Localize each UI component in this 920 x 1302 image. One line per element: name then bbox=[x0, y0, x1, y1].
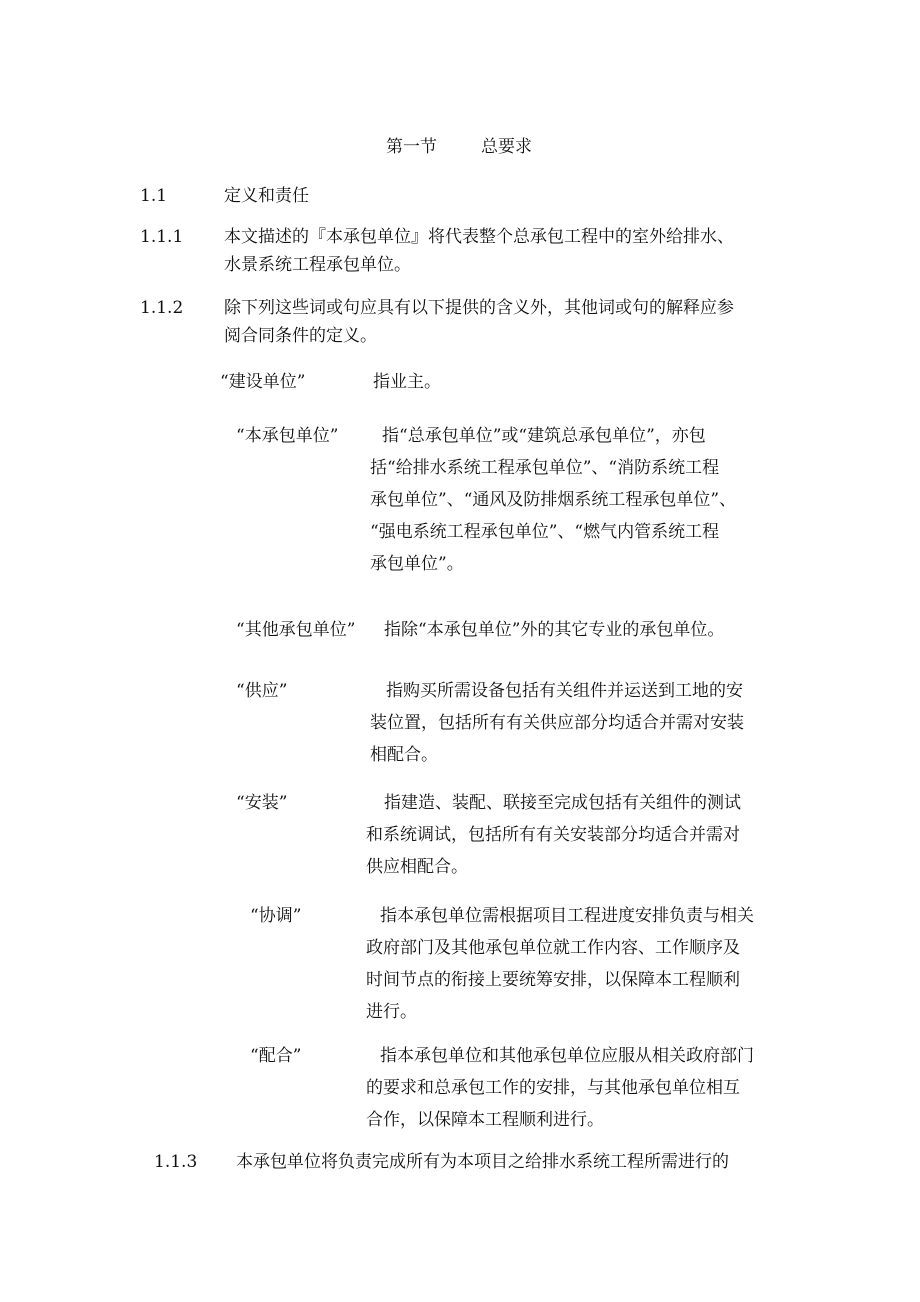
page-title bbox=[386, 131, 532, 163]
definition-line: 装位置，包括所有有关供应部分均适合并需对安装 bbox=[370, 713, 744, 733]
definition-line: 时间节点的衔接上要统筹安排，以保障本工程顺利 bbox=[366, 970, 740, 990]
definition-line: 承包单位”、“通风及防排烟系统工程承包单位”、 bbox=[370, 490, 737, 510]
title-heading: 总要求 bbox=[481, 137, 532, 157]
definition-line: 政府部门及其他承包单位就工作内容、工作顺序及 bbox=[366, 938, 740, 958]
definition-line: 指本承包单位和其他承包单位应服从相关政府部门 bbox=[380, 1046, 754, 1066]
section-number-1-1-1: 1.1.1 bbox=[140, 227, 184, 247]
definition-line: 承包单位”。 bbox=[370, 554, 464, 574]
definition-line: 指“总承包单位”或“建筑总承包单位”，亦包 bbox=[382, 426, 706, 446]
definition-term: “配合” bbox=[250, 1046, 302, 1066]
paragraph-line: 本文描述的『本承包单位』将代表整个总承包工程中的室外给排水、 bbox=[224, 227, 734, 247]
definition-line: 指购买所需设备包括有关组件并运送到工地的安 bbox=[386, 681, 743, 701]
definition-term: “供应” bbox=[236, 681, 288, 701]
definition-term: “安装” bbox=[236, 793, 288, 813]
paragraph-line: 阅合同条件的定义。 bbox=[224, 326, 377, 346]
definition-line: 的要求和总承包工作的安排，与其他承包单位相互 bbox=[366, 1078, 740, 1098]
definition-term: “协调” bbox=[250, 906, 302, 926]
section-number-1-1: 1.1 bbox=[140, 186, 168, 206]
definition-term: “建设单位” bbox=[220, 372, 306, 392]
definition-line: 供应相配合。 bbox=[366, 857, 468, 877]
definition-term: “本承包单位” bbox=[236, 426, 339, 446]
definition-line: 合作，以保障本工程顺利进行。 bbox=[366, 1110, 604, 1130]
definition-line: 指除“本承包单位”外的其它专业的承包单位。 bbox=[384, 620, 725, 640]
definition-line: 指建造、装配、联接至完成包括有关组件的测试 bbox=[384, 793, 741, 813]
definition-line: 指业主。 bbox=[373, 372, 441, 392]
paragraph-line: 除下列这些词或句应具有以下提供的含义外，其他词或句的解释应参 bbox=[224, 298, 734, 318]
section-heading-1-1: 定义和责任 bbox=[224, 186, 309, 206]
definition-term: “其他承包单位” bbox=[236, 620, 356, 640]
title-section: 第一节 bbox=[386, 137, 437, 157]
section-number-1-1-2: 1.1.2 bbox=[140, 298, 184, 318]
definition-line: 相配合。 bbox=[370, 745, 438, 765]
definition-line: 进行。 bbox=[366, 1002, 417, 1022]
paragraph-line: 本承包单位将负责完成所有为本项目之给排水系统工程所需进行的 bbox=[236, 1152, 729, 1172]
section-number-1-1-3: 1.1.3 bbox=[154, 1152, 198, 1172]
definition-line: 指本承包单位需根据项目工程进度安排负责与相关 bbox=[380, 906, 754, 926]
definition-line: 和系统调试，包括所有有关安装部分均适合并需对 bbox=[366, 825, 740, 845]
paragraph-line: 水景系统工程承包单位。 bbox=[224, 255, 411, 275]
definition-line: “强电系统工程承包单位”、“燃气内管系统工程 bbox=[370, 522, 720, 542]
definition-line: 括“给排水系统工程承包单位”、“消防系统工程 bbox=[370, 458, 720, 478]
